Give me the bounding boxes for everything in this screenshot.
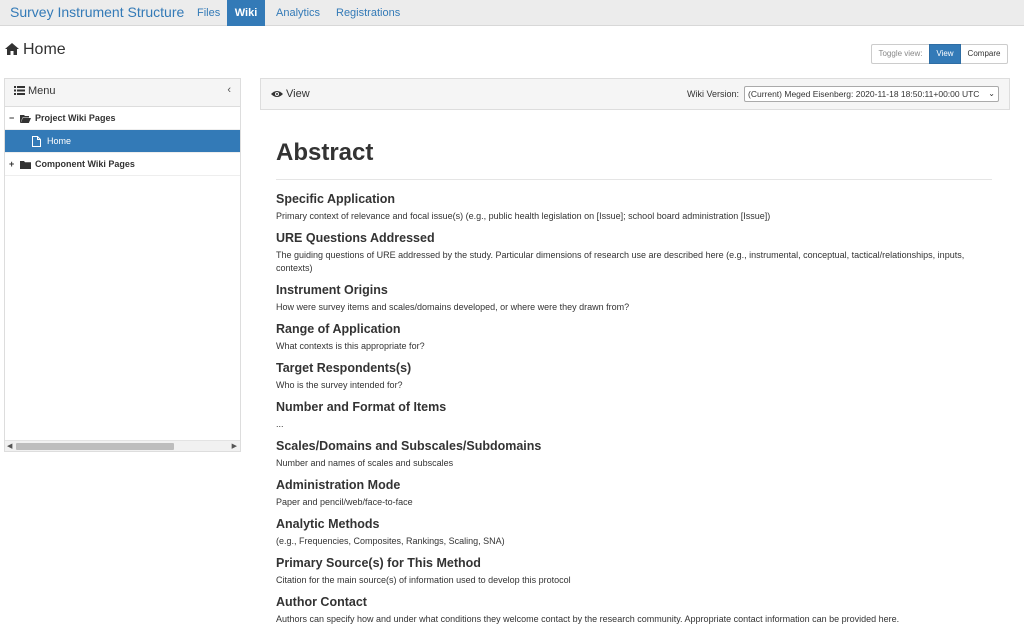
chevron-down-icon: ⌄ bbox=[988, 89, 995, 98]
tree-item-label: Home bbox=[47, 136, 72, 146]
section-title: URE Questions Addressed bbox=[276, 231, 435, 245]
file-icon bbox=[32, 136, 41, 147]
tree-item-home[interactable] bbox=[5, 130, 240, 153]
content-section bbox=[276, 229, 992, 281]
section-title: Primary Source(s) for This Method bbox=[276, 556, 481, 570]
section-text: Primary context of relevance and focal issue(s) (e.g., public health legislation on [Issue]; school board administration [Issue]) bbox=[276, 211, 771, 221]
content-section bbox=[276, 593, 992, 632]
toggle-view-label: Toggle view: bbox=[871, 44, 929, 64]
nav-analytics-link[interactable]: Analytics bbox=[276, 7, 321, 19]
section-text: ... bbox=[276, 419, 284, 429]
page-title bbox=[5, 41, 66, 59]
tree-item-label: Component Wiki Pages bbox=[35, 159, 135, 169]
section-text: The guiding questions of URE addressed by the study. Particular dimensions of research use are described here (e.g., instrumental, conceptual, tactical/relationships, inputs, contexts) bbox=[276, 250, 965, 273]
section-title: Target Respondents(s) bbox=[276, 361, 412, 375]
section-title: Number and Format of Items bbox=[276, 400, 447, 414]
heading-divider bbox=[276, 179, 992, 180]
content-section bbox=[276, 398, 992, 437]
project-title-link[interactable]: Survey Instrument Structure bbox=[10, 4, 185, 20]
section-title: Author Contact bbox=[276, 595, 367, 609]
eye-icon bbox=[271, 90, 283, 98]
tree-item-component-wiki-pages[interactable] bbox=[5, 153, 240, 176]
menu-horizontal-scrollbar[interactable] bbox=[5, 440, 240, 451]
section-text: Citation for the main source(s) of information used to develop this protocol bbox=[276, 575, 571, 585]
tree-expand-toggle[interactable]: + bbox=[9, 159, 15, 169]
wiki-version-label: Wiki Version: bbox=[687, 89, 740, 99]
section-text: Paper and pencil/web/face-to-face bbox=[276, 497, 413, 507]
toggle-view-button[interactable]: View bbox=[929, 44, 961, 64]
scroll-left-icon[interactable]: ◀ bbox=[7, 443, 13, 450]
content-heading: Abstract bbox=[276, 139, 374, 166]
section-text: How were survey items and scales/domains developed, or where were they drawn from? bbox=[276, 302, 630, 312]
section-title: Specific Application bbox=[276, 192, 396, 206]
content-section bbox=[276, 359, 992, 398]
section-title: Instrument Origins bbox=[276, 283, 388, 297]
content-section bbox=[276, 281, 992, 320]
wiki-view-header bbox=[260, 78, 1010, 110]
content-section bbox=[276, 515, 992, 554]
view-title-text: View bbox=[286, 88, 310, 100]
toggle-view-group bbox=[871, 44, 1008, 64]
toggle-compare-button[interactable]: Compare bbox=[961, 44, 1008, 64]
menu-title bbox=[14, 85, 56, 97]
content-section bbox=[276, 554, 992, 593]
menu-header bbox=[5, 79, 240, 107]
content-section bbox=[276, 437, 992, 476]
wiki-menu-panel bbox=[4, 78, 241, 452]
view-title bbox=[271, 88, 310, 100]
nav-files-link[interactable]: Files bbox=[197, 7, 221, 19]
wiki-version-value: (Current) Meged Eisenberg: 2020-11-18 18:50:11+00:00 UTC bbox=[748, 89, 980, 99]
tree-item-label: Project Wiki Pages bbox=[35, 113, 116, 123]
section-title: Scales/Domains and Subscales/Subdomains bbox=[276, 439, 542, 453]
page-title-text: Home bbox=[23, 41, 66, 58]
top-navbar bbox=[0, 0, 1024, 26]
home-icon bbox=[5, 43, 19, 55]
section-title: Analytic Methods bbox=[276, 517, 380, 531]
content-section bbox=[276, 476, 992, 515]
content-section bbox=[276, 320, 992, 359]
section-text: Number and names of scales and subscales bbox=[276, 458, 454, 468]
nav-wiki-link[interactable]: Wiki bbox=[227, 0, 265, 26]
section-text: What contexts is this appropriate for? bbox=[276, 341, 425, 351]
wiki-version-select[interactable] bbox=[744, 86, 999, 102]
tree-item-project-wiki-pages[interactable] bbox=[5, 107, 240, 130]
tree-collapse-toggle[interactable]: − bbox=[9, 113, 15, 123]
content-section bbox=[276, 190, 992, 229]
section-text: Authors can specify how and under what conditions they welcome contact by the research community. Appropriate contact information can be provided here. bbox=[276, 614, 900, 624]
collapse-menu-button[interactable]: ‹ bbox=[227, 84, 231, 96]
scrollbar-thumb[interactable] bbox=[16, 443, 174, 450]
section-text: (e.g., Frequencies, Composites, Rankings, Scaling, SNA) bbox=[276, 536, 505, 546]
section-title: Administration Mode bbox=[276, 478, 401, 492]
content-sections bbox=[276, 190, 992, 632]
menu-title-text: Menu bbox=[28, 85, 56, 97]
section-title: Range of Application bbox=[276, 322, 401, 336]
section-text: Who is the survey intended for? bbox=[276, 380, 403, 390]
folder-open-icon bbox=[20, 114, 31, 123]
nav-registrations-link[interactable]: Registrations bbox=[336, 7, 401, 19]
list-icon bbox=[14, 86, 25, 95]
scroll-right-icon[interactable]: ▶ bbox=[231, 443, 237, 450]
folder-icon bbox=[20, 160, 31, 169]
